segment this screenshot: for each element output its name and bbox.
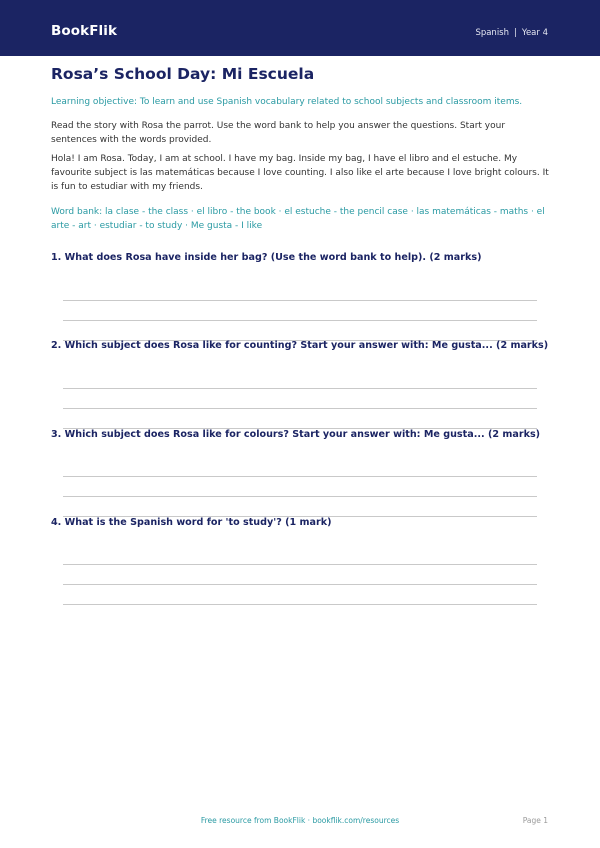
answer-line[interactable] [63, 408, 537, 409]
header-meta [475, 28, 548, 38]
instructions-text: Read the story with Rosa the parrot. Use the word bank to help you answer the questions. Start your sentences with the words provided. [51, 121, 506, 145]
question-2: 2. Which subject does Rosa like for counting? Start your answer with: Me gusta... (2 marks) [51, 340, 549, 351]
answer-line[interactable] [63, 564, 537, 565]
answer-line[interactable] [63, 584, 537, 585]
story-text: Hola! I am Rosa. Today, I am at school. I have my bag. Inside my bag, I have el libro and el estuche. My favourite subject is las matemáticas because I love counting. I also like el arte because I love bright colours. It is fun to estudiar with my friends. [51, 154, 549, 192]
year-label: Year 4 [521, 28, 548, 38]
page-number: Page 1 [522, 816, 548, 825]
page-title: Rosa’s School Day: Mi Escuela [51, 65, 315, 83]
answer-line[interactable] [63, 604, 537, 605]
answer-line[interactable] [63, 388, 537, 389]
meta-separator: | [514, 28, 517, 38]
question-3: 3. Which subject does Rosa like for colours? Start your answer with: Me gusta... (2 marks) [51, 429, 541, 440]
question-1: 1. What does Rosa have inside her bag? (Use the word bank to help). (2 marks) [51, 252, 482, 263]
word-bank: Word bank: la clase - the class · el libro - the book · el estuche - the pencil case · las matemáticas - maths · el arte - art · estudiar - to study · Me gusta - I like [51, 207, 545, 231]
learning-objective: Learning objective: To learn and use Spanish vocabulary related to school subjects and classroom items. [51, 97, 523, 107]
question-4: 4. What is the Spanish word for 'to study'? (1 mark) [51, 517, 332, 528]
answer-line[interactable] [63, 496, 537, 497]
answer-line[interactable] [63, 476, 537, 477]
header-bar [0, 0, 600, 56]
answer-line[interactable] [63, 300, 537, 301]
footer-text: Free resource from BookFlik · bookflik.com/resources [200, 816, 400, 825]
subject-label: Spanish [475, 28, 510, 38]
brand-logo: BookFlik [51, 23, 118, 39]
answer-line[interactable] [63, 320, 537, 321]
